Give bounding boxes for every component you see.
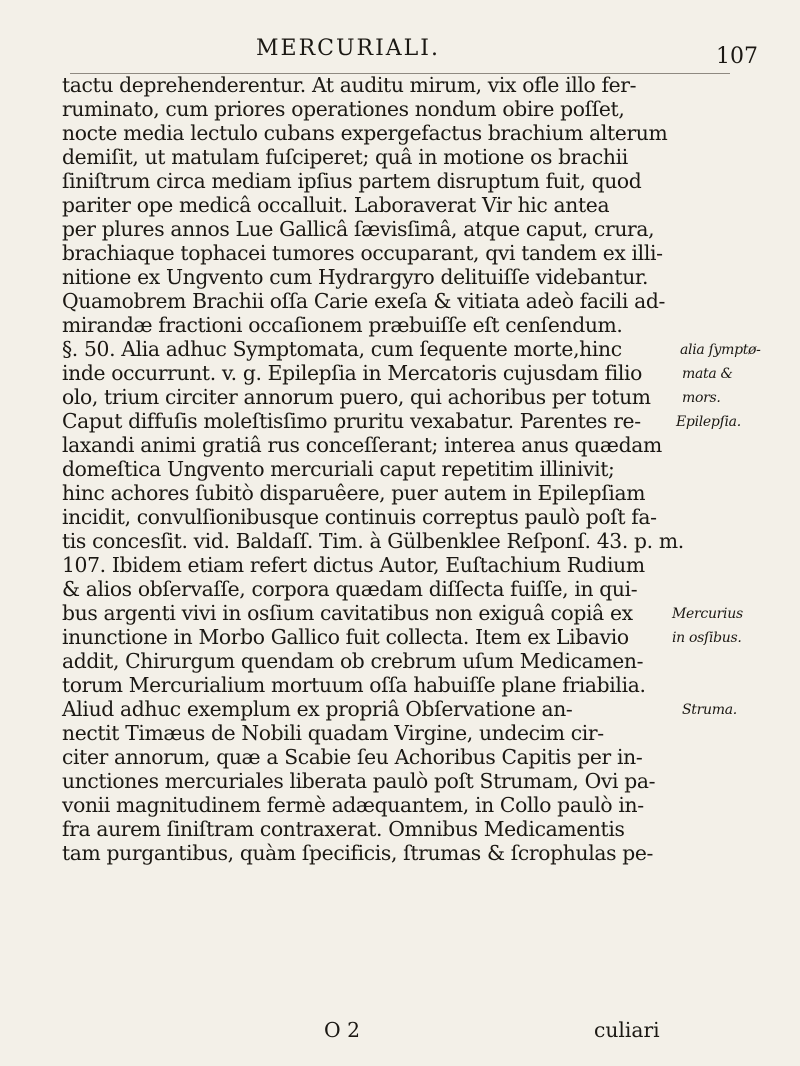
running-title: MERCURIALI. xyxy=(256,36,440,61)
marginal-note: mors. xyxy=(682,390,721,406)
text-line: mirandæ fractioni occaſionem præbuiſſe eſt cenſendum. xyxy=(62,313,623,337)
text-line: incidit, convulſionibusque continuis correptus paulò poſt fa- xyxy=(62,505,657,529)
text-line: Aliud adhuc exemplum ex propriâ Obſervatione an- xyxy=(62,697,573,721)
text-line: §. 50. Alia adhuc Symptomata, cum ſequente morte,hinc xyxy=(62,337,622,361)
text-line: unctiones mercuriales liberata paulò poſt Strumam, Ovi pa- xyxy=(62,769,656,793)
text-line: olo, trium circiter annorum puero, qui achoribus per totum xyxy=(62,385,651,409)
text-line: tam purgantibus, quàm ſpecificis, ſtrumas & ſcrophulas pe- xyxy=(62,841,654,865)
signature-mark: O 2 xyxy=(324,1018,360,1042)
text-line: demiſit, ut matulam fuſciperet; quâ in motione os brachii xyxy=(62,145,628,169)
text-line: bus argenti vivi in osſium cavitatibus non exiguâ copiâ ex xyxy=(62,601,633,625)
text-line: brachiaque tophacei tumores occuparant, qvi tandem ex illi- xyxy=(62,241,663,265)
text-line: fra aurem ſiniſtram contraxerat. Omnibus Medicamentis xyxy=(62,817,625,841)
text-line: nectit Timæus de Nobili quadam Virgine, undecim cir- xyxy=(62,721,604,745)
text-line: ruminato, cum priores operationes nondum obire poſſet, xyxy=(62,97,625,121)
text-line: ſiniſtrum circa mediam ipſius partem disruptum fuit, quod xyxy=(62,169,642,193)
text-line: inunctione in Morbo Gallico fuit collecta. Item ex Libavio xyxy=(62,625,629,649)
marginal-note: in osſibus. xyxy=(672,630,742,646)
text-line: Quamobrem Brachii oſſa Carie exeſa & vitiata adeò facili ad- xyxy=(62,289,665,313)
text-line: torum Mercurialium mortuum oſſa habuiſſe plane friabilia. xyxy=(62,673,646,697)
marginal-note: mata & xyxy=(682,366,733,382)
text-line: addit, Chirurgum quendam ob crebrum uſum Medicamen- xyxy=(62,649,644,673)
text-line: & alios obſervaſſe, corpora quædam diſſecta fuiſſe, in qui- xyxy=(62,577,638,601)
text-line: inde occurrunt. v. g. Epilepſia in Mercatoris cujusdam filio xyxy=(62,361,643,385)
marginal-note: alia ſymptø- xyxy=(680,342,761,358)
text-line: pariter ope medicâ occalluit. Laboraverat Vir hic antea xyxy=(62,193,610,217)
text-line: domeſtica Ungvento mercuriali caput repetitim illinivit; xyxy=(62,457,615,481)
text-line: citer annorum, quæ a Scabie ſeu Achoribus Capitis per in- xyxy=(62,745,643,769)
text-line: 107. Ibidem etiam refert dictus Autor, Euſtachium Rudium xyxy=(62,553,645,577)
text-line: laxandi animi gratiâ rus conceſſerant; interea anus quædam xyxy=(62,433,662,457)
text-line: vonii magnitudinem fermè adæquantem, in Collo paulò in- xyxy=(62,793,644,817)
marginal-note: Mercurius xyxy=(672,606,743,622)
page-number: 107 xyxy=(716,44,758,69)
text-line: Caput diffuſis moleſtisſimo pruritu vexabatur. Parentes re- xyxy=(62,409,641,433)
marginal-note: Epilepſia. xyxy=(676,414,741,430)
text-line: tis concesſit. vid. Baldaſſ. Tim. à Gülbenklee Reſponſ. 43. p. m. xyxy=(62,529,684,553)
text-line: tactu deprehenderentur. At auditu mirum, vix ofle illo fer- xyxy=(62,73,637,97)
text-line: per plures annos Lue Gallicâ ſævisſimâ, atque caput, crura, xyxy=(62,217,655,241)
marginal-note: Struma. xyxy=(682,702,737,718)
text-line: nitione ex Ungvento cum Hydrargyro delituiſſe videbantur. xyxy=(62,265,649,289)
text-line: nocte media lectulo cubans expergefactus brachium alterum xyxy=(62,121,668,145)
catchword: culiari xyxy=(594,1018,660,1042)
text-line: hinc achores ſubitò disparuêere, puer autem in Epilepſiam xyxy=(62,481,646,505)
